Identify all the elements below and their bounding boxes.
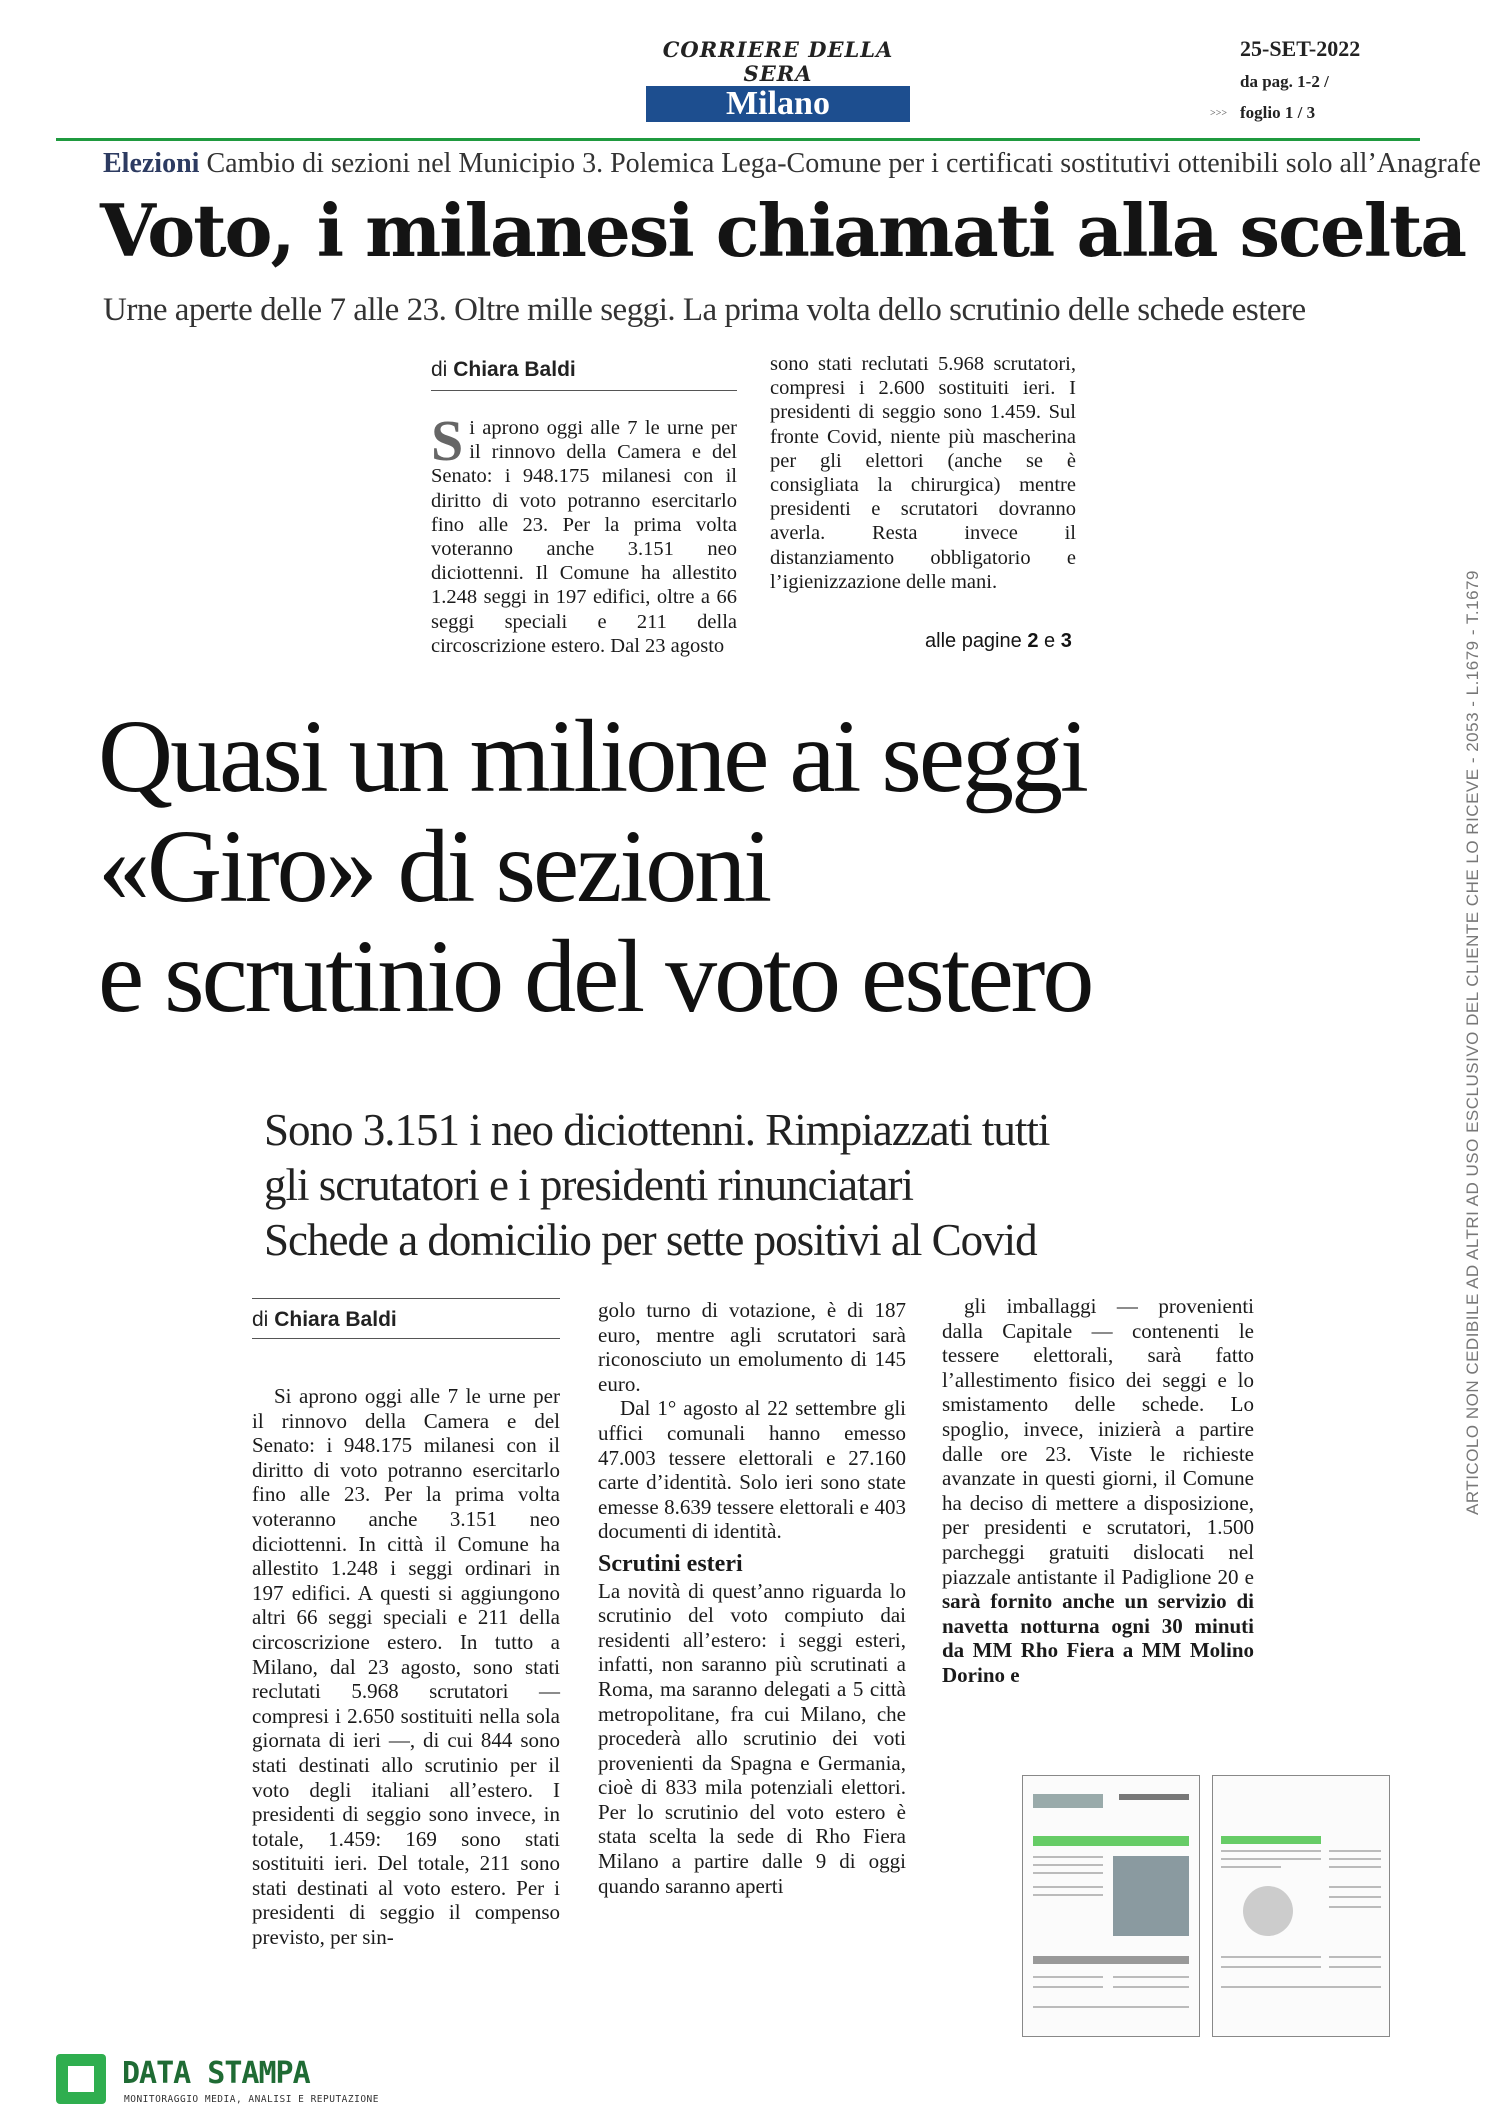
ref-page-2: 3 — [1060, 630, 1072, 652]
paragraph: La novità di quest’anno riguarda lo scrutinio del voto compiuto dai residenti all’estero: i seggi esteri, infatti, non saranno più scrutinati a Roma, ma saranno delegati a 5 città metropolitane, fra cui Milano, che procederà allo scrutinio dei voti provenienti da Spagna e Germania, cioè di 833 mila potenziali elettori. Per lo scrutinio del voto estero è stata scelta la sede di Rho Fiera Milano a partire dalle 9 di oggi quando saranno aperti — [598, 1578, 906, 1898]
main-headline-line: e scrutinio del voto estero — [98, 919, 1092, 1034]
usage-notice: ARTICOLO NON CEDIBILE AD ALTRI AD USO ESCLUSIVO DEL CLIENTE CHE LO RICEVE - 2053 - L.1679 - T.1679 — [1463, 570, 1482, 1515]
main-headline-line: «Giro» di sezioni — [98, 809, 770, 924]
clipping-date: 25-SET-2022 — [1240, 36, 1361, 61]
kicker — [103, 148, 1481, 180]
article-column-3 — [942, 1294, 1254, 1688]
summary-text-1: i aprono oggi alle 7 le urne per il rinnovo della Camera e del Senato: i 948.175 milanesi con il diritto di voto potranno esercitarlo fino alle 23. Per la prima volta voteranno anche 3.151 neo diciottenni. Il Comune ha allestito 1.248 seggi in 197 edifici, oltre a 66 seggi speciali e 211 della circoscrizione estero. Dal 23 agosto — [431, 417, 737, 657]
paragraph-bold-text: sarà fornito anche un servizio di navetta notturna ogni 30 minuti da MM Rho Fiera a MM Molino Dorino e — [942, 1589, 1254, 1687]
byline-author: Chiara Baldi — [453, 358, 576, 381]
byline-rule-top — [252, 1298, 560, 1299]
ref-page-1: 2 — [1027, 630, 1039, 652]
summary-byline — [431, 358, 576, 382]
header-rule — [56, 138, 1420, 141]
clipping-sheet: foglio 1 / 3 — [1240, 103, 1316, 122]
article-column-1 — [252, 1384, 560, 1950]
logo-tagline: MONITORAGGIO MEDIA, ANALISI E REPUTAZIONE — [124, 2094, 379, 2105]
main-subhead-line: Schede a domicilio per sette positivi al Covid — [264, 1215, 1037, 1265]
paragraph: Dal 1° agosto al 22 settembre gli uffici comunali hanno emesso 47.003 tessere elettorali e 27.160 carte d’identità. Solo ieri sono state emesse 8.639 tessere elettorali e 403 documenti di identità. — [598, 1396, 906, 1544]
paragraph-text: gli imballaggi — provenienti dalla Capitale — contenenti le tessere elettorali, sarà fatto l’allestimento fisico dei seggi e lo smistamento delle schede. Lo spoglio, invece, inizierà a partire dalle ore 23. Viste le richieste avanzate in questi giorni, il Comune ha deciso di mettere a disposizione, per presidenti e scrutatori, 1.500 parcheggi gratuiti dislocati nel piazzale antistante il Padiglione 20 e — [942, 1294, 1254, 1589]
main-subhead-line: gli scrutatori e i presidenti rinunciatari — [264, 1160, 914, 1210]
paragraph — [942, 1294, 1254, 1688]
byline-rule — [431, 390, 737, 391]
summary-column-2: sono stati reclutati 5.968 scrutatori, compresi i 2.600 sostituiti ieri. I presidenti di seggio sono 1.459. Sul fronte Covid, niente più mascherina per gli elettori (anche se è consigliata la chirurgica) mentre presidenti e scrutatori dovranno averla. Resta invece il distanziamento obbligatorio e l’igienizzazione delle mani. — [770, 353, 1076, 593]
dropcap: S — [431, 408, 464, 473]
clipping-meta — [1210, 34, 1361, 126]
sheet-marker: >>> — [1210, 108, 1228, 119]
article-byline — [252, 1308, 397, 1332]
kicker-label: Elezioni — [103, 148, 200, 179]
section-heading: Scrutini esteri — [598, 1550, 743, 1577]
inside-page-thumbnail — [1212, 1775, 1390, 2037]
ref-and: e — [1044, 630, 1056, 652]
main-headline — [98, 699, 1092, 1034]
front-page-thumbnail — [1022, 1775, 1200, 2037]
clipping-pages: da pag. 1-2 / — [1240, 72, 1329, 91]
ref-prefix: alle pagine — [925, 630, 1022, 652]
masthead — [646, 38, 910, 122]
summary-column-1 — [431, 408, 737, 658]
byline-prefix: di — [431, 358, 448, 381]
article-column-2 — [598, 1298, 906, 1898]
byline-prefix: di — [252, 1308, 269, 1331]
edition-name: Milano — [646, 86, 910, 122]
main-subhead — [264, 1103, 1049, 1268]
main-subhead-line: Sono 3.151 i neo diciottenni. Rimpiazzati tutti — [264, 1105, 1050, 1155]
paper-name: CORRIERE DELLA SERA — [662, 37, 894, 86]
page-reference — [925, 630, 1072, 653]
logo-square-icon — [56, 2054, 106, 2104]
logo-name: DATA STAMPA — [122, 2056, 310, 2091]
kicker-text: Cambio di sezioni nel Municipio 3. Polemica Lega-Comune per i certificati sostitutivi ottenibili solo all’Anagrafe — [206, 148, 1481, 179]
paragraph: Si aprono oggi alle 7 le urne per il rinnovo della Camera e del Senato: i 948.175 milanesi con il diritto di voto potranno esercitarlo fino alle 23. Per la prima volta voteranno anche 3.151 neo diciottenni. In città il Comune ha allestito 1.248 i seggi ordinari in 197 edifici. A questi si aggiungono altri 66 seggi speciali e 211 della circoscrizione estero. In tutto a Milano, dal 23 agosto, sono stati reclutati 5.968 scrutatori — compresi i 2.650 sostituiti nella sola giornata di ieri —, di cui 844 sono stati destinati allo scrutinio per il voto degli italiani all’estero. I presidenti di seggio sono invece, in totale, 1.459: 169 sono stati sostituiti ieri. Del totale, 211 sono stati destinati al voto estero. Per i presidenti di seggio il compenso previsto, per sin- — [252, 1384, 560, 1950]
byline-rule-bottom — [252, 1338, 560, 1339]
main-headline-line: Quasi un milione ai seggi — [98, 699, 1086, 814]
front-subhead: Urne aperte delle 7 alle 23. Oltre mille seggi. La prima volta dello scrutinio delle schede estere — [103, 292, 1306, 328]
byline-author: Chiara Baldi — [274, 1308, 397, 1331]
front-headline: Voto, i milanesi chiamati alla scelta — [100, 188, 1465, 273]
paragraph: golo turno di votazione, è di 187 euro, mentre agli scrutatori sarà riconosciuto un emolumento di 145 euro. — [598, 1298, 906, 1396]
